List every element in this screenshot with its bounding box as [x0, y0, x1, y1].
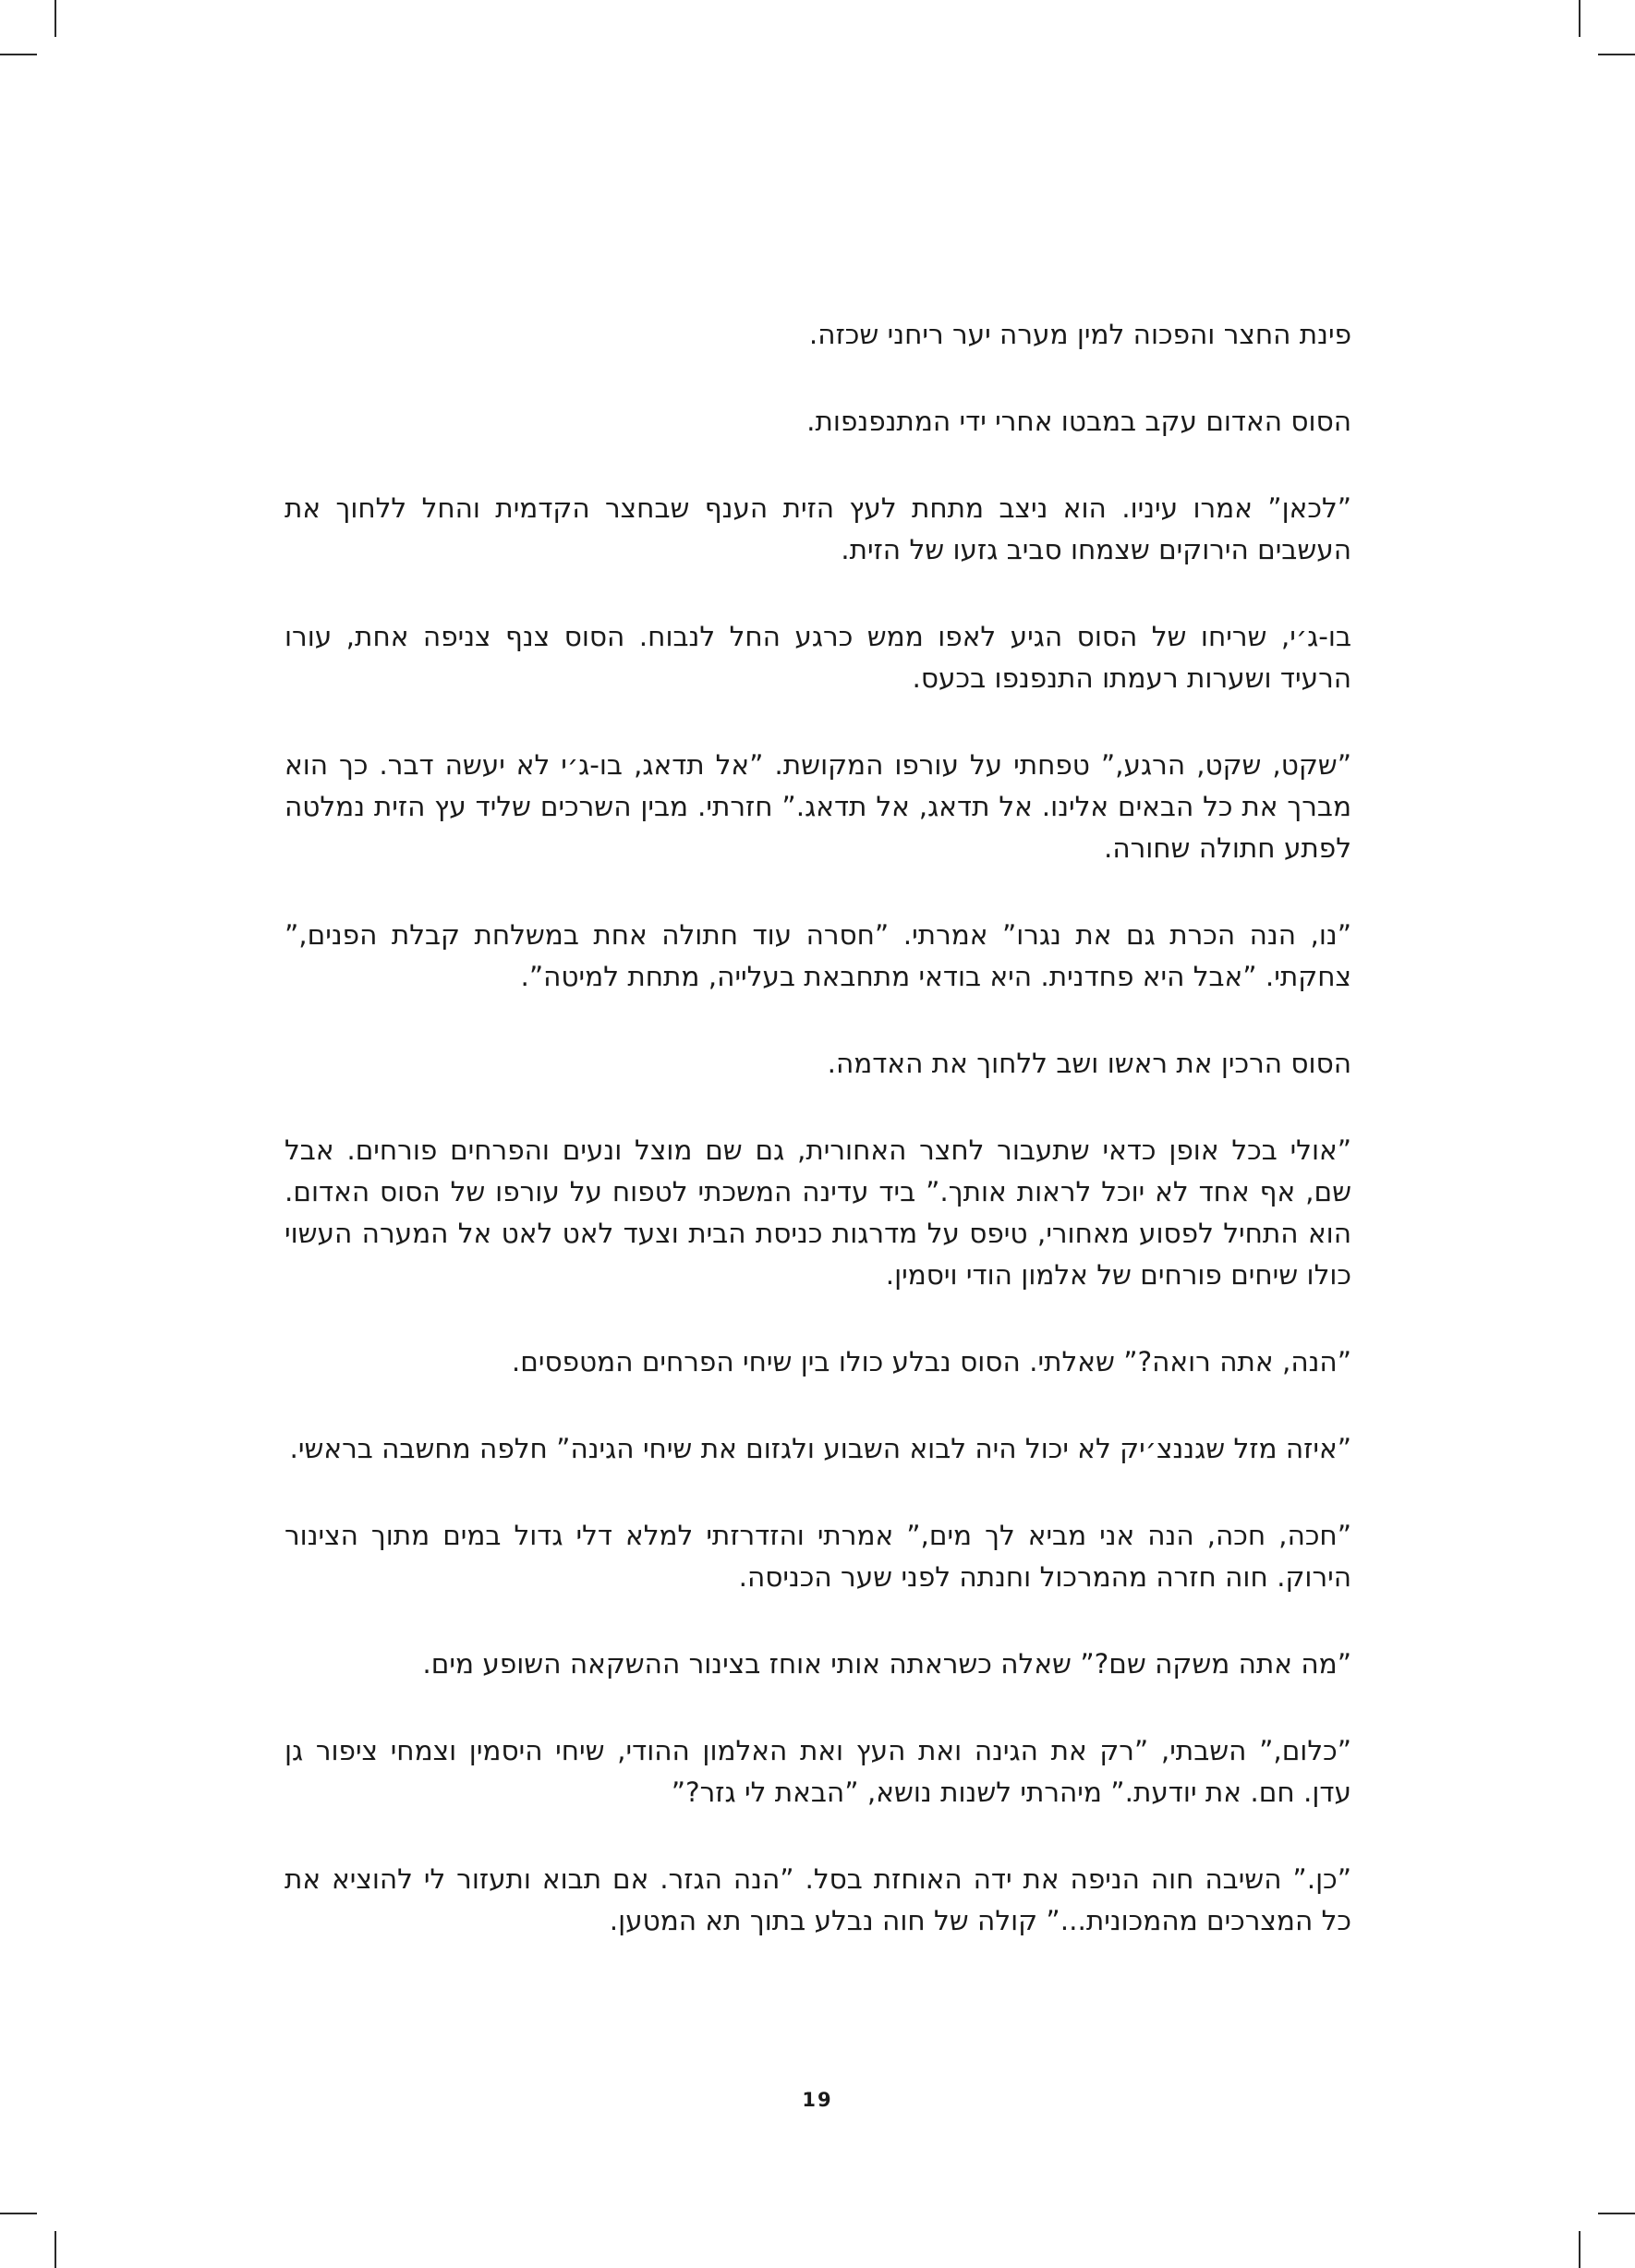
paragraph: ”כן.” השיבה חוה הניפה את ידה האוחזת בסל. ”הנה הגזר. אם תבוא ותעזור לי להוציא את כל המצרכים מהמכונית...” קולה של חוה נבלע בתוך תא המטען. [285, 1863, 1351, 1936]
crop-mark-bottom-left-vertical [54, 2231, 56, 2268]
paragraph: ”מה אתה משקה שם?” שאלה כשראתה אותי אוחז בצינור ההשקאה השופע מים. [422, 1648, 1351, 1680]
paragraph: ”כלום,” השבתי, ”רק את הגינה ואת העץ ואת האלמון ההודי, שיחי היסמין וצמחי ציפור גן עדן. חם. את יודעת.” מיהרתי לשנות נושא, ”הבאת לי גזר?” [285, 1735, 1351, 1808]
crop-mark-top-right-horizontal [1598, 54, 1635, 55]
paragraph: הסוס הרכין את ראשו ושב ללחוך את האדמה. [827, 1048, 1351, 1079]
paragraph: בו-ג׳י, שריחו של הסוס הגיע לאפו ממש כרגע החל לנבוח. הסוס צנף צניפה אחת, עורו הרעיד ושערות רעמתו התנפנפו בכעס. [285, 621, 1351, 694]
crop-mark-bottom-right-vertical [1579, 2231, 1580, 2268]
paragraph: הסוס האדום עקב במבטו אחרי ידי המתנפנפות. [806, 406, 1351, 437]
crop-mark-top-left-vertical [54, 0, 56, 37]
crop-mark-top-right-vertical [1579, 0, 1580, 37]
crop-mark-bottom-left-horizontal [0, 2213, 37, 2214]
paragraph: ”נו, הנה הכרת גם את נגרו” אמרתי. ”חסרה עוד חתולה אחת במשלחת קבלת הפנים,” צחקתי. ”אבל היא פחדנית. היא בודאי מתחבאת בעלייה, מתחת למיטה”. [285, 919, 1351, 992]
crop-mark-top-left-horizontal [0, 54, 37, 55]
paragraph: ”הנה, אתה רואה?” שאלתי. הסוס נבלע כולו בין שיחי הפרחים המטפסים. [511, 1346, 1351, 1377]
crop-mark-bottom-right-horizontal [1598, 2213, 1635, 2214]
page-number: 19 [802, 2089, 833, 2111]
paragraph: ”איזה מזל שגננצ׳יק לא יכול היה לבוא השבוע ולגזום את שיחי הגינה” חלפה מחשבה בראשי. [289, 1433, 1351, 1464]
body-text [285, 314, 1351, 1987]
paragraph: ”לכאן” אמרו עיניו. הוא ניצב מתחת לעץ הזית הענף שבחצר הקדמית והחל ללחוך את העשבים הירוקים שצמחו סביב גזעו של הזית. [285, 492, 1351, 565]
paragraph: ”חכה, חכה, הנה אני מביא לך מים,” אמרתי והזדרזתי למלא דלי גדול במים מתוך הצינור הירוק. חוה חזרה מהמרכול וחנתה לפני שער הכניסה. [285, 1520, 1351, 1593]
paragraph: ”אולי בכל אופן כדאי שתעבור לחצר האחורית, גם שם מוצל ונעים והפרחים פורחים. אבל שם, אף אחד לא יוכל לראות אותך.” ביד עדינה המשכתי לטפוח על עורפו של הסוס האדום. הוא התחיל לפסוע מאחורי, טיפס על מדרגות כניסת הבית וצעד לאט לאט אל המערה העשוי כולו שיחים פורחים של אלמון הודי ויסמין. [285, 1134, 1351, 1291]
paragraph: פינת החצר והפכוה למין מערה יער ריחני שכזה. [808, 319, 1351, 350]
paragraph: ”שקט, שקט, הרגע,” טפחתי על עורפו המקושת. ”אל תדאג, בו-ג׳י לא יעשה דבר. כך הוא מברך את כל הבאים אלינו. אל תדאג, אל תדאג.” חזרתי. מבין השרכים שליד עץ הזית נמלטה לפתע חתולה שחורה. [285, 749, 1351, 864]
